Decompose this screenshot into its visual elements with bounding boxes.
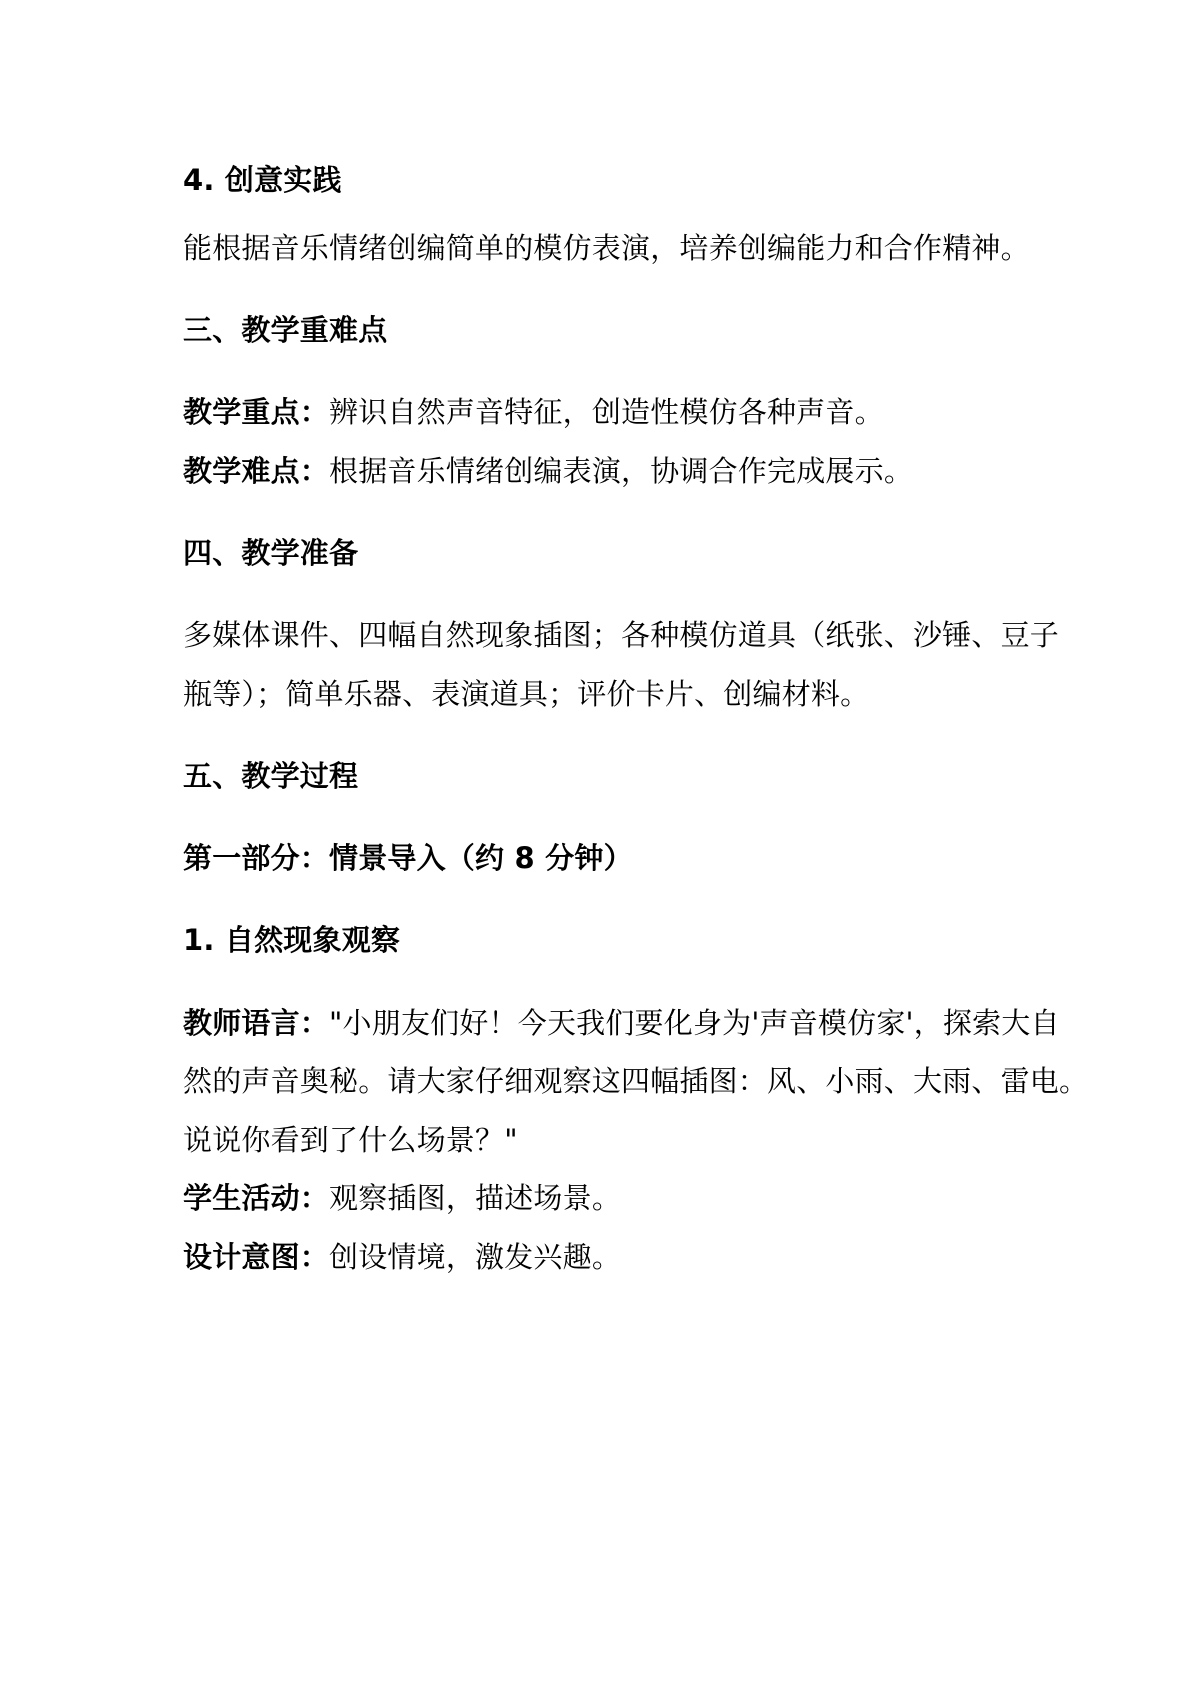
teacher-language-line-1 <box>183 1003 1063 1043</box>
design-intent-label: 设计意图： <box>183 1240 330 1274</box>
key-points-heading: 三、教学重难点 <box>183 313 388 347</box>
process-heading: 五、教学过程 <box>183 759 359 793</box>
difficult-point-paragraph <box>183 451 1063 491</box>
teacher-language-line-2: 然的声音奥秘。请大家仔细观察这四幅插图：风、小雨、大雨、雷电。 <box>183 1064 1089 1098</box>
teacher-language-label: 教师语言： <box>183 1006 330 1040</box>
student-activity-text: 观察插图，描述场景。 <box>329 1181 622 1215</box>
design-intent-paragraph <box>183 1237 1063 1277</box>
key-point-text: 辨识自然声音特征，创造性模仿各种声音。 <box>329 395 884 429</box>
teacher-language-text-1: "小朋友们好！今天我们要化身为'声音模仿家'，探索大自 <box>329 1006 1060 1040</box>
creative-practice-text: 能根据音乐情绪创编简单的模仿表演，培养创编能力和合作精神。 <box>183 231 1030 265</box>
key-point-label: 教学重点： <box>183 395 330 429</box>
preparation-heading: 四、教学准备 <box>183 536 359 570</box>
difficult-point-label: 教学难点： <box>183 454 330 488</box>
part-one-heading: 第一部分：情景导入（约 8 分钟） <box>183 841 633 875</box>
teacher-language-line-3: 说说你看到了什么场景？" <box>183 1123 518 1157</box>
student-activity-label: 学生活动： <box>183 1181 330 1215</box>
design-intent-text: 创设情境，激发兴趣。 <box>329 1240 622 1274</box>
student-activity-paragraph <box>183 1178 1063 1218</box>
observation-heading: 1. 自然现象观察 <box>183 923 401 957</box>
difficult-point-text: 根据音乐情绪创编表演，协调合作完成展示。 <box>329 454 914 488</box>
preparation-text-line-1: 多媒体课件、四幅自然现象插图；各种模仿道具（纸张、沙锤、豆子 <box>183 618 1060 652</box>
key-point-paragraph <box>183 392 1063 432</box>
preparation-text-line-2: 瓶等）；简单乐器、表演道具；评价卡片、创编材料。 <box>183 677 870 711</box>
creative-practice-heading: 4. 创意实践 <box>183 163 342 197</box>
